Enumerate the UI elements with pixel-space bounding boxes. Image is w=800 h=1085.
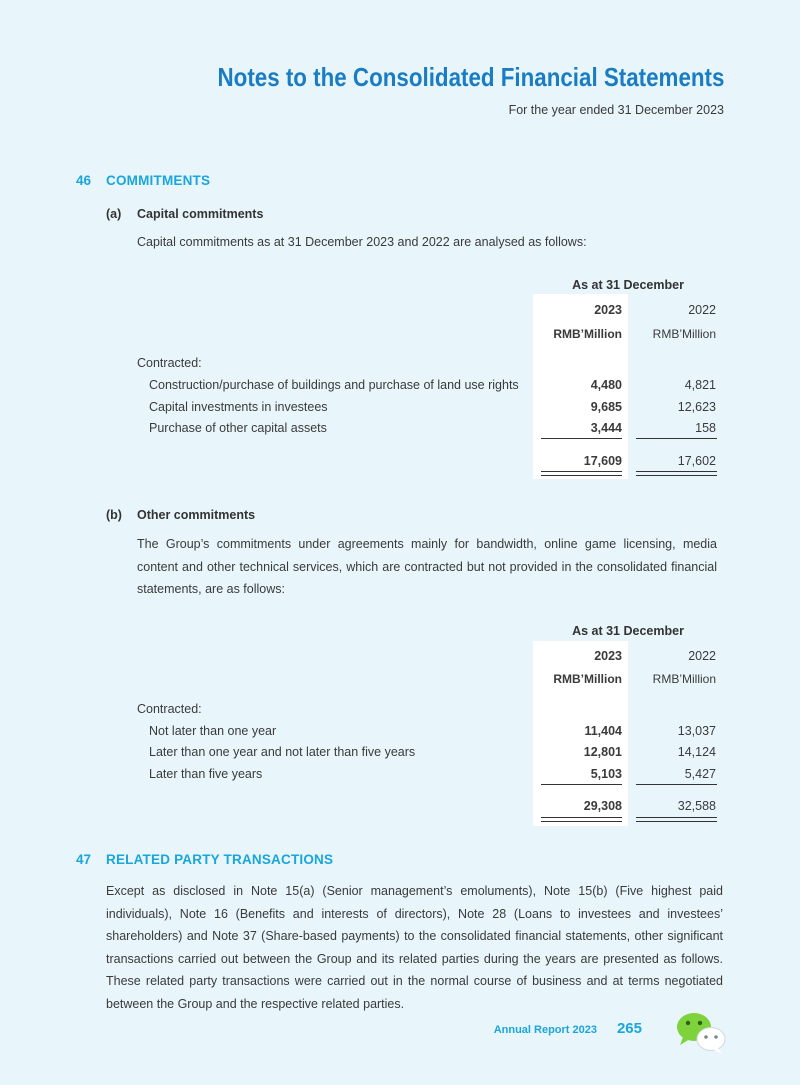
column-unit-2022: RMB’Million <box>652 672 716 686</box>
subsection-title: Capital commitments <box>137 207 264 221</box>
page-title: Notes to the Consolidated Financial Statements <box>217 62 724 92</box>
column-header-2022: 2022 <box>688 649 716 663</box>
total-double-rule <box>541 817 622 822</box>
section-body: Except as disclosed in Note 15(a) (Senior management’s emoluments), Note 15(b) (Five highest paid individuals), Note 16 (Benefits and interests of directors), Note 28 (Loans to investees and investees’ shareholders) and Note 37 (Share-based payments) to the consolidated financial statements, other significant transactions carried out between the Group and its related parties during the years are presented as follows. These related party transactions were carried out in the normal course of business and at terms negotiated between the Group and the respective related parties. <box>106 884 723 1011</box>
table-row-label: Not later than one year <box>149 724 277 738</box>
table-as-at-label: As at 31 December <box>572 278 684 292</box>
group-label: Contracted: <box>137 356 202 370</box>
subsection-letter: (b) <box>106 508 122 522</box>
total-2023: 17,609 <box>583 454 622 468</box>
section-title: RELATED PARTY TRANSACTIONS <box>106 852 334 867</box>
total-double-rule <box>636 471 717 476</box>
footer-report-title: Annual Report 2023 <box>493 1024 597 1036</box>
subsection-title: Other commitments <box>137 508 256 522</box>
table-row-label: Purchase of other capital assets <box>149 421 327 435</box>
table-cell-2022: 14,124 <box>677 745 716 759</box>
table-cell-2023: 4,480 <box>590 378 622 392</box>
table-cell-2022: 12,623 <box>677 400 716 414</box>
column-header-2023: 2023 <box>594 303 622 317</box>
table-row-label: Construction/purchase of buildings and purchase of land use rights <box>149 378 519 392</box>
column-unit-2023: RMB’Million <box>553 672 622 686</box>
column-header-2023: 2023 <box>594 649 622 663</box>
subsection-intro: Capital commitments as at 31 December 2023 and 2022 are analysed as follows: <box>137 235 587 249</box>
total-2022: 17,602 <box>677 454 716 468</box>
section-number: 46 <box>76 173 92 188</box>
subtotal-rule <box>636 438 717 439</box>
subtotal-rule <box>541 784 622 785</box>
table-as-at-label: As at 31 December <box>572 624 684 638</box>
total-double-rule <box>541 471 622 476</box>
subsection-intro: The Group’s commitments under agreements mainly for bandwidth, online game licensing, media content and other technical services, which are contracted but not provided in the consolidated financial statements, are as follows: <box>137 537 717 596</box>
table-cell-2023: 9,685 <box>590 400 622 414</box>
subtotal-rule <box>541 438 622 439</box>
total-2022: 32,588 <box>677 799 716 813</box>
table-cell-2023: 3,444 <box>590 421 622 435</box>
table-row-label: Later than one year and not later than five years <box>149 745 416 759</box>
column-header-2022: 2022 <box>688 303 716 317</box>
table-cell-2023: 12,801 <box>583 745 622 759</box>
table-cell-2022: 158 <box>695 421 716 435</box>
subsection-letter: (a) <box>106 207 122 221</box>
table-cell-2023: 11,404 <box>584 724 622 738</box>
group-label: Contracted: <box>137 702 202 716</box>
page-subtitle: For the year ended 31 December 2023 <box>508 103 724 117</box>
wechat-logo-icon <box>674 1010 730 1054</box>
table-cell-2023: 5,103 <box>590 767 622 781</box>
total-double-rule <box>636 817 717 822</box>
table-cell-2022: 13,037 <box>677 724 716 738</box>
table-cell-2022: 5,427 <box>684 767 716 781</box>
subtotal-rule <box>636 784 717 785</box>
section-number: 47 <box>76 852 92 867</box>
table-row-label: Later than five years <box>149 767 263 781</box>
column-unit-2022: RMB’Million <box>652 327 716 341</box>
section-title: COMMITMENTS <box>106 173 211 188</box>
table-row-label: Capital investments in investees <box>149 400 328 414</box>
column-unit-2023: RMB’Million <box>553 327 622 341</box>
page-number: 265 <box>616 1020 642 1037</box>
total-2023: 29,308 <box>583 799 622 813</box>
table-cell-2022: 4,821 <box>684 378 716 392</box>
